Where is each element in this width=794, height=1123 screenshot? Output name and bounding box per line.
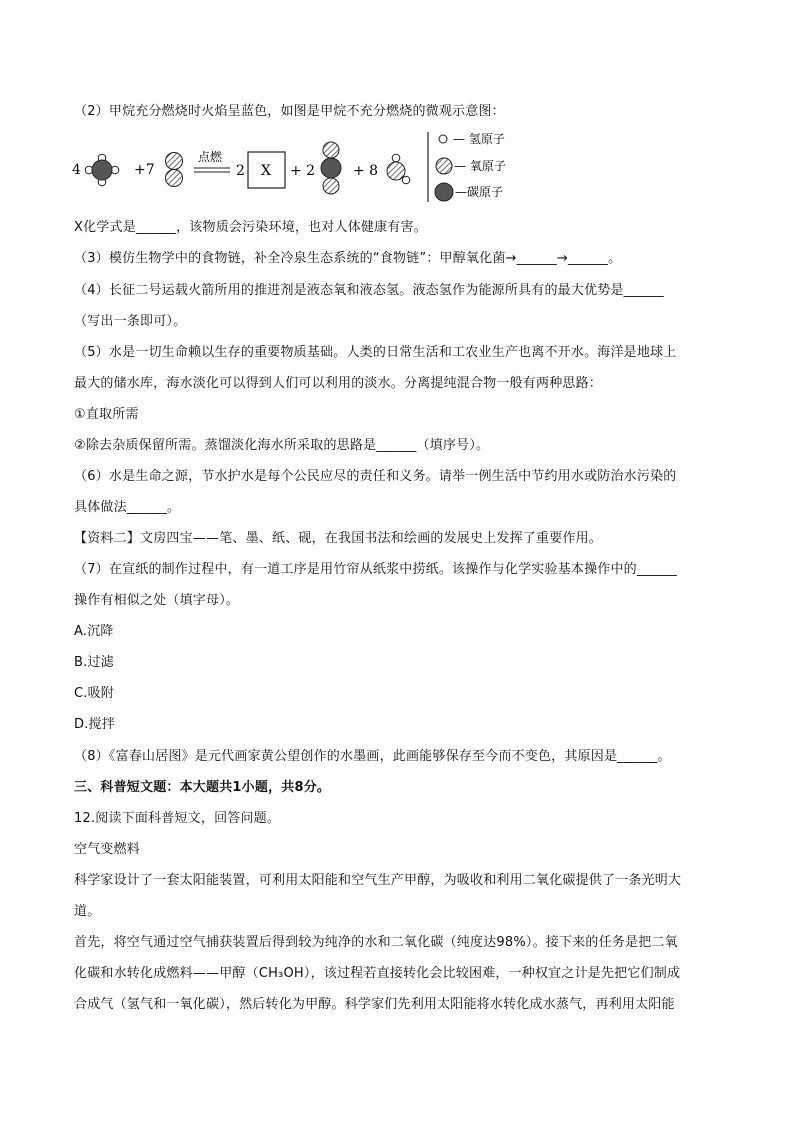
plus-7: +7 [134,162,155,178]
section-3-heading: 三、科普短文题：本大题共1小题，共8分。 [74,780,331,795]
choice-d: D.搅拌 [74,717,115,732]
legend-oxygen: — 氧原子 [454,159,506,173]
option-2-text: ②除去杂质保留所需。蒸馏淡化海水所采取的思路是______（填序号）。 [74,438,490,453]
article-paragraph-1: 科学家设计了一套太阳能装置，可利用太阳能和空气生产甲醇，为吸收和利用二氧化碳提供了一条光明大 [74,873,682,888]
x-label: X [261,163,271,179]
question-7-text-cont: 操作有相似之处（填字母）。 [74,593,240,608]
legend-hydrogen: — 氢原子 [453,132,505,146]
question-5-text-cont: 最大的储水库，海水淡化可以得到人们可以利用的淡水。分离提纯混合物一般有两种思路： [74,376,603,391]
question-6-text-cont: 具体做法______。 [74,500,181,515]
question-4-text-cont: （写出一条即可）。 [74,314,187,329]
methane-molecule-icon [85,154,119,186]
hydrogen-atom-icon [439,135,447,143]
question-8-text: （8）《富春山居图》是元代画家黄公望创作的水墨画，此画能够保存至今而不变色，其原因是______。 [74,749,671,764]
plus-8: + 8 [353,163,379,179]
carbon-atom-icon [435,183,453,201]
x-formula-question: X化学式是______，该物质会污染环境，也对人体健康有害。 [74,220,427,235]
legend [435,132,506,201]
question-2-text: （2）甲烷充分燃烧时火焰呈蓝色，如图是甲烷不充分燃烧的微观示意图： [74,104,505,119]
legend-carbon: —碳原子 [455,185,504,199]
methane-combustion-diagram [60,128,540,204]
question-5-text: （5）水是一切生命赖以生存的重要物质基础。人类的日常生活和工农业生产也离不开水。海洋是地球上 [74,345,677,360]
question-7-text: （7）在宣纸的制作过程中，有一道工序是用竹帘从纸浆中捞纸。该操作与化学实验基本操作中的______ [74,562,678,577]
choice-b: B.过滤 [74,655,114,670]
choice-c: C.吸附 [74,686,115,701]
choice-a: A.沉降 [74,624,114,639]
article-paragraph-2: 首先，将空气通过空气捕获装置后得到较为纯净的水和二氧化碳（纯度达98%）。接下来的任务是把二氧 [74,935,678,950]
coef-methane: 4 [72,162,81,178]
question-6-text: （6）水是生命之源，节水护水是每个公民应尽的责任和义务。请举一例生活中节约用水或防治水污染的 [74,469,677,484]
oxygen-atom-icon [436,158,452,174]
question-4-text: （4）长征二号运载火箭所用的推进剂是液态氧和液态氢。液态氢作为能源所具有的最大优势是______ [74,283,664,298]
reaction-condition: 点燃 [198,150,223,164]
material-2-text: 【资料二】文房四宝——笔、墨、纸、砚，在我国书法和绘画的发展史上发挥了重要作用。 [74,531,603,546]
plus-2: + 2 [290,163,316,179]
article-paragraph-2-line-2: 化碳和水转化成燃料——甲醇（CH₃OH），该过程若直接转化会比较困难，一种权宜之计是先把它们制成 [74,966,681,981]
option-1-text: ①直取所需 [74,407,139,422]
article-title: 空气变燃料 [74,842,141,857]
article-paragraph-2-line-3: 合成气（氢气和一氧化碳），然后转化为甲醇。科学家们先利用太阳能将水转化成水蒸气，再利用太阳能 [74,997,675,1012]
water-molecule-icon [387,154,410,184]
article-paragraph-1-cont: 道。 [74,904,101,919]
question-12-text: 12.阅读下面科普短文，回答问题。 [74,811,281,826]
carbon-dioxide-molecule-icon [321,142,341,194]
question-3-text: （3）模仿生物学中的食物链，补全冷泉生态系统的“食物链”：甲醇氧化菌→______→______。 [74,251,622,266]
coef-x: 2 [236,163,245,179]
oxygen-molecule-icon [166,153,183,187]
